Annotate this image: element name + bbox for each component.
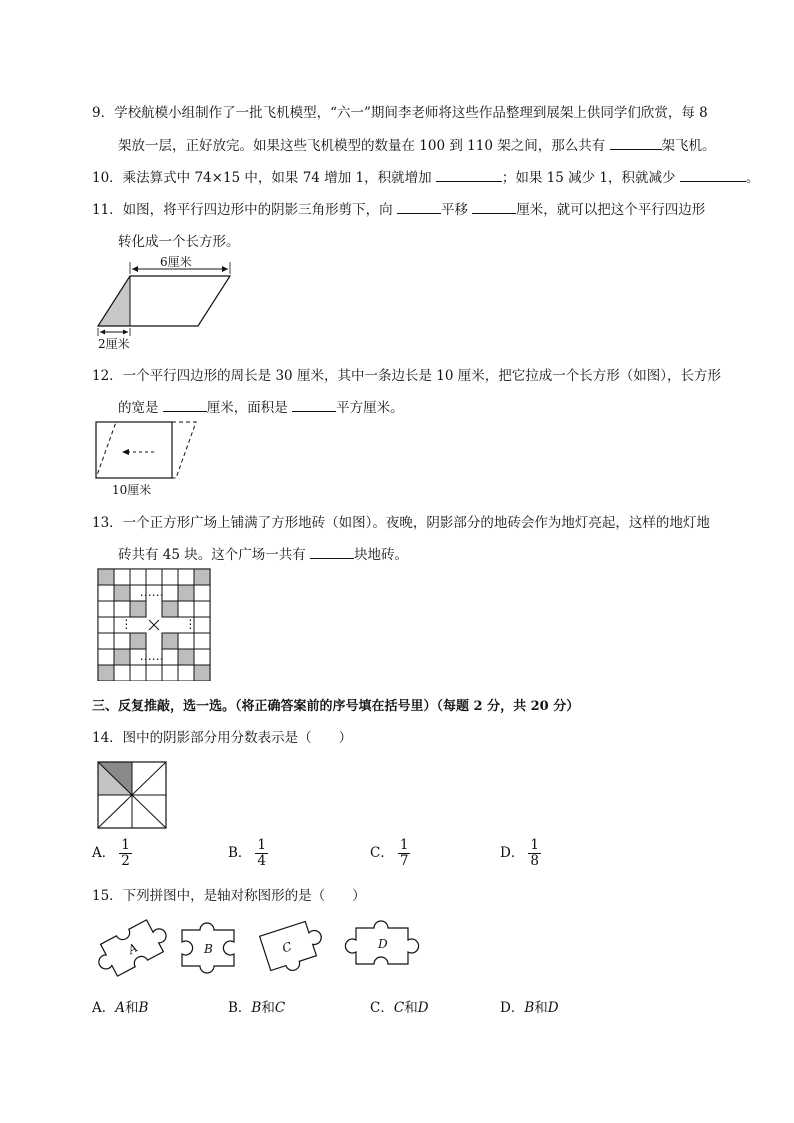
tile xyxy=(146,665,162,681)
dots-left: ⋮ xyxy=(120,617,133,632)
tile xyxy=(98,633,114,649)
q13-line2 xyxy=(118,543,408,563)
tile xyxy=(130,665,146,681)
tile xyxy=(178,665,194,681)
tile xyxy=(194,649,210,665)
q15-option-d[interactable]: D．B和D xyxy=(500,1000,559,1016)
q9-line2 xyxy=(118,134,716,154)
q11-line2: 转化成一个长方形。 xyxy=(118,234,240,250)
q10-text-b: ；如果 15 减少 1，积就减少 xyxy=(501,170,676,186)
q11-line1 xyxy=(92,198,705,218)
q11-blank-direction[interactable] xyxy=(397,201,441,214)
lit-tile xyxy=(98,665,114,681)
q13-square-plaza-figure xyxy=(96,567,212,681)
q15-option-c[interactable]: C．C和D xyxy=(370,1000,429,1016)
tile xyxy=(114,665,130,681)
tile xyxy=(130,569,146,585)
q11-blank-distance[interactable] xyxy=(472,201,516,214)
lit-tile xyxy=(162,633,178,649)
q15-option-b[interactable]: B．B和C xyxy=(228,1000,286,1016)
q12-label-bottom: 10厘米 xyxy=(112,483,152,497)
lit-tile xyxy=(178,585,194,601)
tile xyxy=(178,569,194,585)
dots-top: …… xyxy=(139,585,164,600)
q9-text-a: 架放一层，正好放完。如果这些飞机模型的数量在 100 到 110 架之间，那么共有 xyxy=(118,138,606,154)
q9-text-b: 架飞机。 xyxy=(661,138,716,154)
tile xyxy=(178,601,194,617)
lit-tile xyxy=(194,665,210,681)
q11-text-c: 厘米，就可以把这个平行四边形 xyxy=(516,202,706,218)
q11-text-a: 11．如图，将平行四边形中的阴影三角形剪下，向 xyxy=(92,202,393,218)
tile xyxy=(194,633,210,649)
lit-tile xyxy=(114,585,130,601)
lit-tile xyxy=(130,633,146,649)
lit-tile xyxy=(130,601,146,617)
puzzle-piece-b xyxy=(182,923,234,973)
q12-text-c: 平方厘米。 xyxy=(336,400,404,416)
q9-line1: 9．学校航模小组制作了一批飞机模型，“六一”期间李老师将这些作品整理到展架上供同学们欣赏，每 8 xyxy=(92,105,708,121)
tile xyxy=(146,569,162,585)
tile xyxy=(114,601,130,617)
tile xyxy=(178,633,194,649)
lit-tile xyxy=(178,649,194,665)
q14-square-figure xyxy=(96,760,168,830)
tile xyxy=(162,569,178,585)
tile xyxy=(98,585,114,601)
q13-text-b: 块地砖。 xyxy=(354,547,409,563)
q12-text-b: 厘米，面积是 xyxy=(206,400,288,416)
tile xyxy=(114,569,130,585)
q12-blank-width[interactable] xyxy=(163,399,207,412)
tile xyxy=(98,649,114,665)
q11-parallelogram-figure xyxy=(92,252,242,352)
dots-right: ⋮ xyxy=(184,617,197,632)
q12-line2 xyxy=(118,396,404,416)
tile xyxy=(194,585,210,601)
q14-option-a[interactable]: A． $\frac{1}{2}$ xyxy=(92,837,130,869)
q14-option-c[interactable]: C． $\frac{1}{7}$ xyxy=(370,837,409,869)
puzzle-label-a: A xyxy=(125,940,140,957)
tile xyxy=(114,633,130,649)
puzzle-label-d: D xyxy=(378,937,388,951)
puzzle-label-c: C xyxy=(280,939,294,956)
q11-label-top: 6厘米 xyxy=(160,255,192,269)
puzzle-piece-c xyxy=(260,918,329,977)
q10-line xyxy=(92,166,759,186)
puzzle-label-b: B xyxy=(204,942,213,956)
q10-text-c: 。 xyxy=(745,170,760,186)
q11-label-bottom: 2厘米 xyxy=(98,337,130,351)
tile xyxy=(98,601,114,617)
q14-option-b[interactable]: B． $\frac{1}{4}$ xyxy=(228,837,267,869)
lit-tile xyxy=(162,601,178,617)
q9-answer-blank[interactable] xyxy=(610,137,662,150)
tile xyxy=(162,585,178,601)
tile xyxy=(194,601,210,617)
q12-rectangle-figure xyxy=(92,418,222,500)
tile xyxy=(162,649,178,665)
q12-blank-area[interactable] xyxy=(292,399,336,412)
tile xyxy=(162,665,178,681)
q10-text-a: 10．乘法算式中 74×15 中，如果 74 增加 1，积就增加 xyxy=(92,170,432,186)
q14-option-d[interactable]: D． $\frac{1}{8}$ xyxy=(500,837,539,869)
lit-tile xyxy=(98,569,114,585)
q12-text-a: 的宽是 xyxy=(118,400,159,416)
q13-line1: 13．一个正方形广场上铺满了方形地砖（如图）。夜晚，阴影部分的地砖会作为地灯亮起，这样的地灯地 xyxy=(92,515,710,531)
lit-tile xyxy=(194,569,210,585)
section-3-title: 三、反复推敲，选一选。（将正确答案前的序号填在括号里）（每题 2 分，共 20 分） xyxy=(92,699,580,714)
q11-text-b: 平移 xyxy=(440,202,468,218)
q15-option-a[interactable]: A．A和B xyxy=(92,1000,149,1016)
q10-blank-1[interactable] xyxy=(436,169,502,182)
q10-blank-2[interactable] xyxy=(680,169,746,182)
q12-line1: 12．一个平行四边形的周长是 30 厘米，其中一条边长是 10 厘米，把它拉成一个长方形（如图），长方形 xyxy=(92,368,721,384)
puzzle-piece-a xyxy=(92,915,173,981)
q14-stem: 14．图中的阴影部分用分数表示是（ ） xyxy=(92,730,353,746)
q15-puzzle-pieces-figure xyxy=(92,912,432,984)
q13-text-a: 砖共有 45 块。这个广场一共有 xyxy=(118,547,306,563)
q15-stem: 15．下列拼图中，是轴对称图形的是（ ） xyxy=(92,888,366,904)
tile xyxy=(98,617,114,633)
lit-tile xyxy=(114,649,130,665)
puzzle-piece-d xyxy=(345,921,418,964)
dots-bottom: …… xyxy=(139,649,164,664)
q13-answer-blank[interactable] xyxy=(310,546,354,559)
